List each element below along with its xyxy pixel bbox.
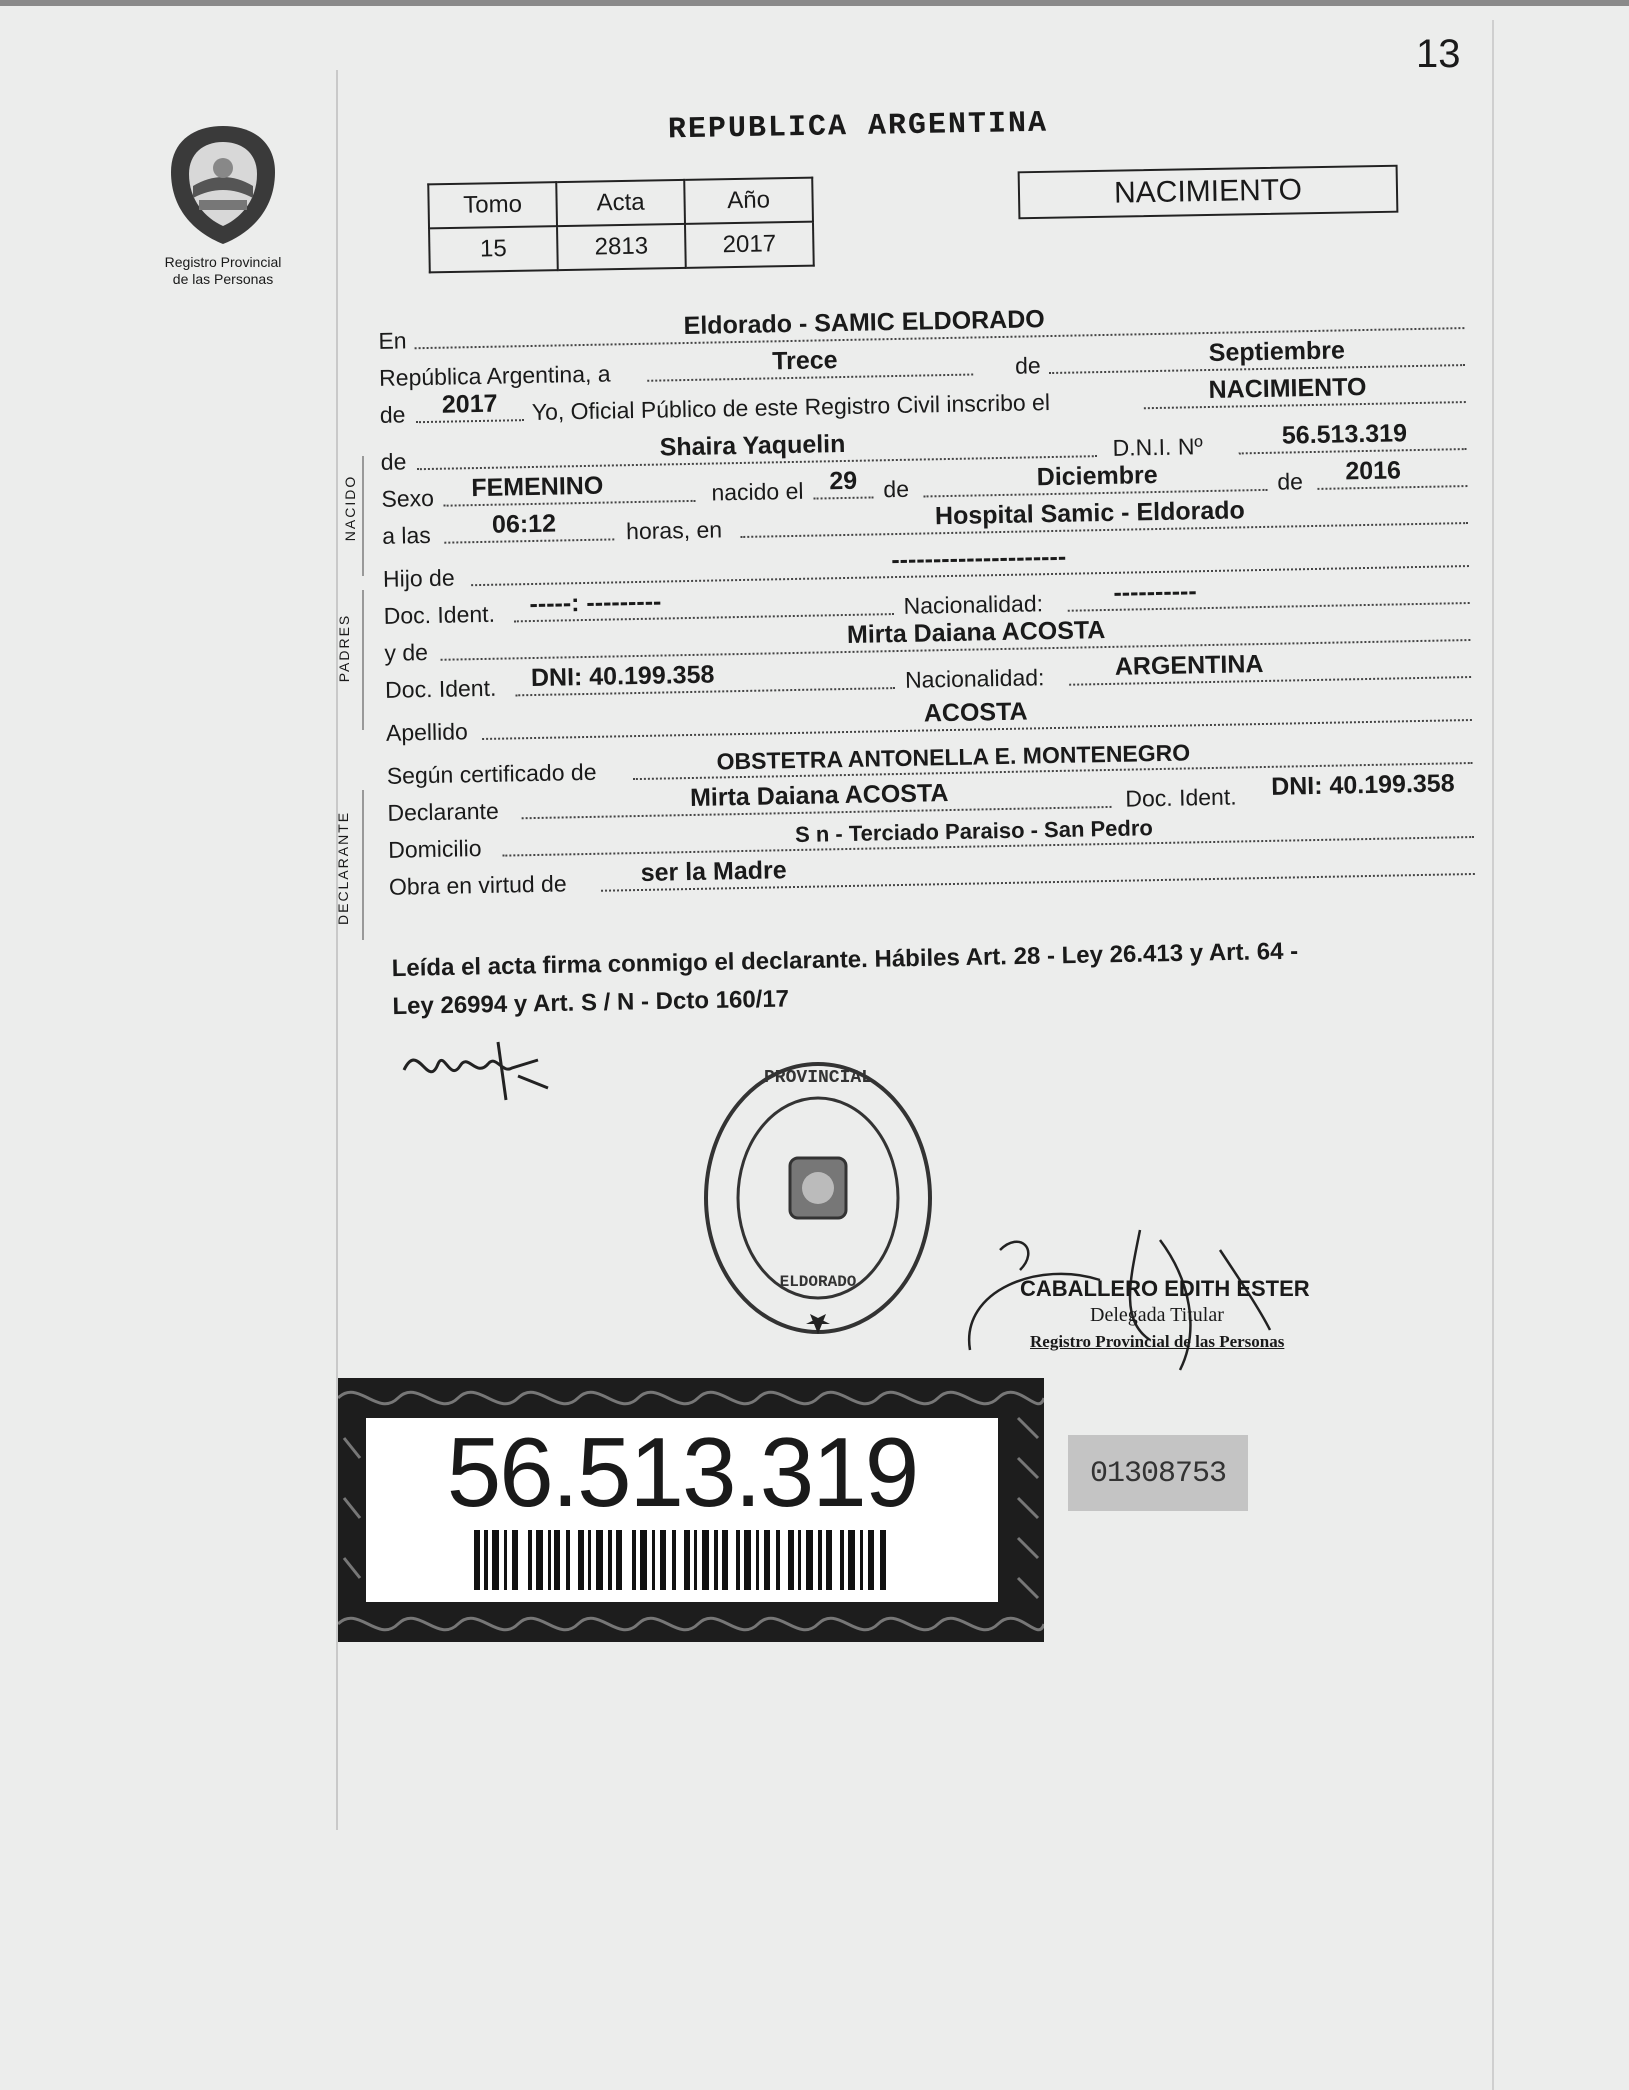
place-value: Eldorado - SAMIC ELDORADO [683,305,1045,341]
sex-value: FEMENINO [471,471,604,503]
capacity-value: ser la Madre [640,856,787,887]
obra-label: Obra en virtud de [388,870,567,900]
sexo-label: Sexo [381,484,435,512]
child-dni-value: 56.513.319 [1281,419,1408,450]
barcode-number: 56.513.319 [446,1417,918,1527]
horas-label: horas, en [625,516,723,545]
child-name-value: Shaira Yaquelin [659,429,846,462]
father-doc-value: -----: --------- [529,587,662,619]
address-value: S n - Terciado Paraiso - San Pedro [794,815,1154,848]
hijo-de-label: Hijo de [382,564,455,592]
father-name-value: --------------------- [891,542,1067,575]
anio-value: 2017 [685,222,814,268]
anio-header: Año [684,178,813,224]
inscribed-value: NACIMIENTO [1208,372,1367,404]
declarante-label: Declarante [387,797,499,826]
mother-nationality-value: ARGENTINA [1114,649,1264,681]
dotted-line [416,419,524,423]
record-value-row [429,222,814,273]
padres-rule [362,590,364,730]
dotted-line [1317,485,1467,490]
en-label: En [378,327,407,354]
dotted-line [444,538,614,543]
acta-header: Acta [556,180,685,226]
id-barcode-card [338,1378,1044,1642]
serial-number: 01308753 [1090,1457,1227,1491]
father-nationality-value: ---------- [1113,577,1197,607]
dotted-line [814,496,874,499]
declarant-value: Mirta Daiana ACOSTA [689,779,949,813]
registrar-name: CABALLERO EDITH ESTER [1020,1276,1310,1301]
barcode-panel [366,1418,998,1602]
logo-caption-line2: de las Personas [172,271,274,287]
year-value: 2017 [441,389,498,419]
misiones-emblem-icon [153,120,293,250]
de-year-label: de [379,401,406,428]
birth-place-value: Hospital Samic - Eldorado [934,496,1246,531]
day-value: Trece [771,346,838,376]
apellido-label: Apellido [385,718,469,746]
svg-text:PROVINCIAL: PROVINCIAL [763,1068,873,1088]
certificate-form [374,297,1475,901]
page-number: 13 [1416,32,1461,76]
alas-label: a las [381,521,432,549]
tomo-value: 15 [429,226,558,272]
document-title: REPUBLICA ARGENTINA [667,106,1049,148]
svg-text:ELDORADO: ELDORADO [779,1273,857,1291]
mother-doc-value: DNI: 40.199.358 [530,660,715,693]
declarant-doc-label: Doc. Ident. [1125,783,1237,812]
republica-label: República Argentina, a [378,360,611,391]
record-table [427,177,815,274]
nacido-rule [362,456,364,576]
domicilio-label: Domicilio [387,835,482,863]
birth-year-value: 2016 [1345,456,1402,486]
birth-month-value: Diciembre [1036,460,1158,492]
certificate-value: OBSTETRA ANTONELLA E. MONTENEGRO [716,739,1191,775]
registry-logo [148,120,298,288]
declarant-signature [398,1030,558,1115]
serial-sticker [1068,1435,1248,1511]
record-header-row [428,178,813,229]
mother-nac-label: Nacionalidad: [904,664,1045,693]
nacido-el-label: nacido el [711,477,804,506]
barcode-bars [474,1530,894,1590]
registrar-role: Delegada Titular [1090,1304,1224,1326]
logo-caption [148,254,298,288]
tomo-header: Tomo [428,182,557,228]
dni-label: D.N.I. Nº [1112,433,1204,461]
legal-line-1: Leída el acta firma conmigo el declarante. Hábiles Art. 28 - Ley 26.413 y Art. 64 - [391,937,1299,983]
legal-line-2: Ley 26994 y Art. S / N - Dcto 160/17 [392,985,790,1021]
declarante-side-label: DECLARANTE [335,810,351,925]
mother-doc-label: Doc. Ident. [384,674,497,703]
de-label: de [1014,352,1041,379]
acta-value: 2813 [557,224,686,270]
official-seal [698,1048,938,1363]
nacido-side-label: NACIDO [342,474,358,542]
birth-de-label: de [883,475,910,503]
birth-de-year-label: de [1277,468,1304,495]
surname-value: ACOSTA [923,697,1028,728]
mother-name-value: Mirta Daiana ACOSTA [846,616,1106,649]
padres-side-label: PADRES [336,613,352,683]
certificado-label: Según certificado de [386,758,597,789]
birth-day-value: 29 [829,466,858,496]
registrar-office: Registro Provincial de las Personas [1030,1332,1285,1351]
logo-caption-line1: Registro Provincial [164,254,282,270]
time-value: 06:12 [491,509,557,539]
record-type-box: NACIMIENTO [1018,165,1399,220]
page-top-edge [0,0,1629,6]
yde-label: y de [384,639,429,666]
father-nac-label: Nacionalidad: [903,590,1044,619]
oficial-text: Yo, Oficial Público de este Registro Civil inscribo el [531,389,1051,425]
margin-line-right [1492,20,1494,2090]
declarante-rule [362,790,364,940]
father-doc-label: Doc. Ident. [383,600,496,629]
name-de-label: de [380,448,407,475]
legal-text [391,930,1442,1026]
declarant-doc-value: DNI: 40.199.358 [1270,769,1455,801]
month-value: Septiembre [1208,336,1346,367]
